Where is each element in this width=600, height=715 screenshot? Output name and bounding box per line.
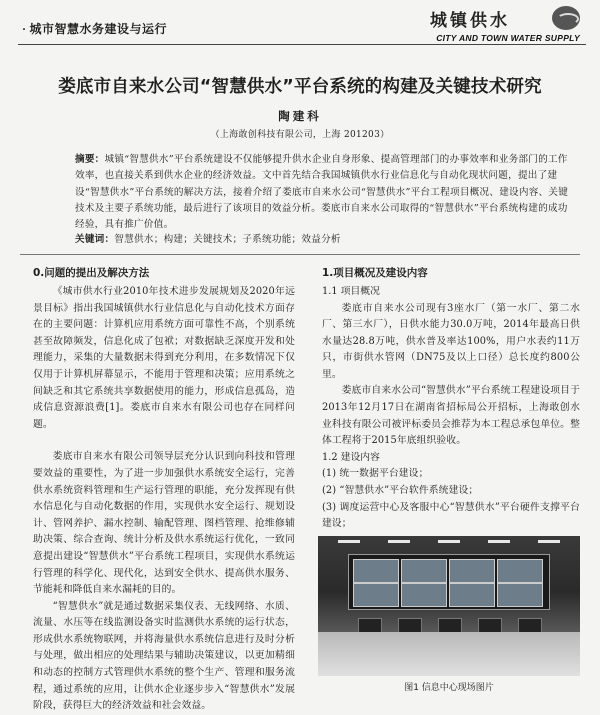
affiliation: （上海敢创科技有限公司，上海 201203） (210, 130, 390, 140)
journal-logo (380, 6, 580, 46)
keywords-text: 智慧供水；构建；关键技术；子系统功能；效益分析 (114, 234, 341, 245)
abstract-text: 城镇“智慧供水”平台系统建设不仅能够提升供水企业自身形象、提高管理部门的办事效率和业务部门的工作效率，也直接关系到供水企业的经济效益。文中首先结合我国城镇供水行业信息化与自动化现状问题，提出了建设“智慧供水”平台系统的解决方法，接着介绍了娄底市自来水公司“智慧供水”平台工程项目概况、建设内容、关键技术及主要子系统功能，最后进行了该项目的效益分析。娄底市自来水公司取得的“智慧供水”平台系统构建的成功经验，具有推广价值。 (75, 154, 569, 231)
logo-chinese: 城镇供水 (430, 11, 510, 31)
figure-photo (318, 536, 580, 676)
list-item: (3) 调度运营中心及客服中心“智慧供水”平台硬件支撑平台建设； (322, 501, 580, 530)
screen-panel (353, 559, 399, 583)
paragraph: 娄底市自来水公司现有3座水厂（第一水厂、第二水厂、第三水厂），日供水能力30.0万吨，2014年最高日供水量达28.8万吨，供水普及率达100%，用户水表约11万只，市街供水管网（DN75及以上口径）总长度约800公里。 (322, 302, 580, 380)
ceiling-light (438, 540, 460, 543)
video-wall (348, 554, 550, 610)
ceiling-light (488, 540, 510, 543)
logo-english: CITY AND TOWN WATER SUPPLY (436, 33, 580, 43)
left-column (33, 265, 295, 715)
section-heading-0: 0.问题的提出及解决方法 (33, 267, 150, 279)
section-header-text: 城市智慧水务建设与运行 (29, 22, 168, 36)
ceiling-light (388, 540, 410, 543)
subsection-1-2: 1.2 建设内容 (322, 451, 380, 463)
screen-panel (449, 583, 495, 607)
keywords-label: 关键词： (75, 234, 115, 245)
paragraph: “智慧供水”就是通过数据采集仪表、无线网络、水质、流量、水压等在线监测设备实时监测供水系统的运行状态，形成供水系统物联网，并将海量供水系统信息进行及时分析与处理，做出相应的处理结果与辅助决策建议，以更加精细和动态的控制方式管理供水系统的整个生产、管理和服务流程，通过系统的应用，让供水企业逐步步入“智慧供水”发展阶段，获得巨大的经济效益和社会效益。 (33, 600, 295, 712)
subsection-1-1: 1.1 项目概况 (322, 286, 380, 297)
abstract-rule (20, 254, 580, 255)
water-drop-icon (552, 6, 580, 30)
screen-panel (353, 583, 399, 607)
section-heading-1: 1.项目概况及建设内容 (322, 267, 428, 279)
screen-panel (401, 559, 447, 583)
list-item: (1) 统一数据平台建设； (322, 468, 429, 480)
list-item: (2) “智慧供水”平台软件系统建设； (322, 484, 479, 496)
article-title: 娄底市自来水公司“智慧供水”平台系统的构建及关键技术研究 (58, 77, 542, 97)
author: 陶建科 (278, 109, 322, 123)
section-header: · 城市智慧水务建设与运行 (22, 22, 168, 36)
paragraph: 娄底市自来水公司“智慧供水”平台系统工程建设项目于2013年12月17日在湖南省招标局公开招标，上海敢创水业科技有限公司被评标委员会推荐为本工程总承包单位。整体工程将于2015年底组织验收。 (322, 385, 580, 447)
abstract-label: 摘要： (75, 154, 105, 165)
right-column (322, 265, 580, 533)
screen-panel (497, 559, 543, 583)
screen-panel (449, 559, 495, 583)
paragraph: 娄底市自来水有限公司领导层充分认识到向科技和管理要效益的重要性，为了进一步加强供水系统安全运行，完善供水系统资料管理和生产运行管理的职能，充分发挥现有供水信息化与自动化数据的作用，实现供水安全运行、规划设计、管网养护、漏水控制、输配管理、图档管理、抢维修辅助决策、综合查询、统计分析及供水系统运行优化，一致同意提出建设“智慧供水”平台系统工程项目，实现供水系统运行管理的科学化、现代化，达到安全供水、提高供水服务、节能耗和降低自来水漏耗的目的。 (33, 451, 295, 596)
figure-caption: 图1 信息中心现场图片 (404, 683, 494, 693)
keywords (75, 232, 573, 248)
paragraph: 《城市供水行业2010年技术进步发展规划及2020年远景目标》指出我国城镇供水行业信息化与自动化技术方面存在的主要问题：计算机应用系统方面可靠性不高，个别系统甚至故障频发，信息化成了包袱；对数据缺乏深度开发和处理能力，采集的大量数据未得到充分利用，在多数情况下仅仅用于计算机屏幕显示，不能用于管理和决策；应用系统之间缺乏和其它系统共享数据使用的能力，形成信息孤岛，造成信息资源浪费[1]。娄底市自来水有限公司也存在同样问题。 (33, 286, 295, 430)
ceiling-light (538, 540, 560, 543)
screen-panel (497, 583, 543, 607)
abstract (75, 152, 573, 233)
screen-panel (401, 583, 447, 607)
ceiling-light (338, 540, 360, 543)
control-desk (318, 632, 580, 676)
header-rule (18, 44, 586, 45)
